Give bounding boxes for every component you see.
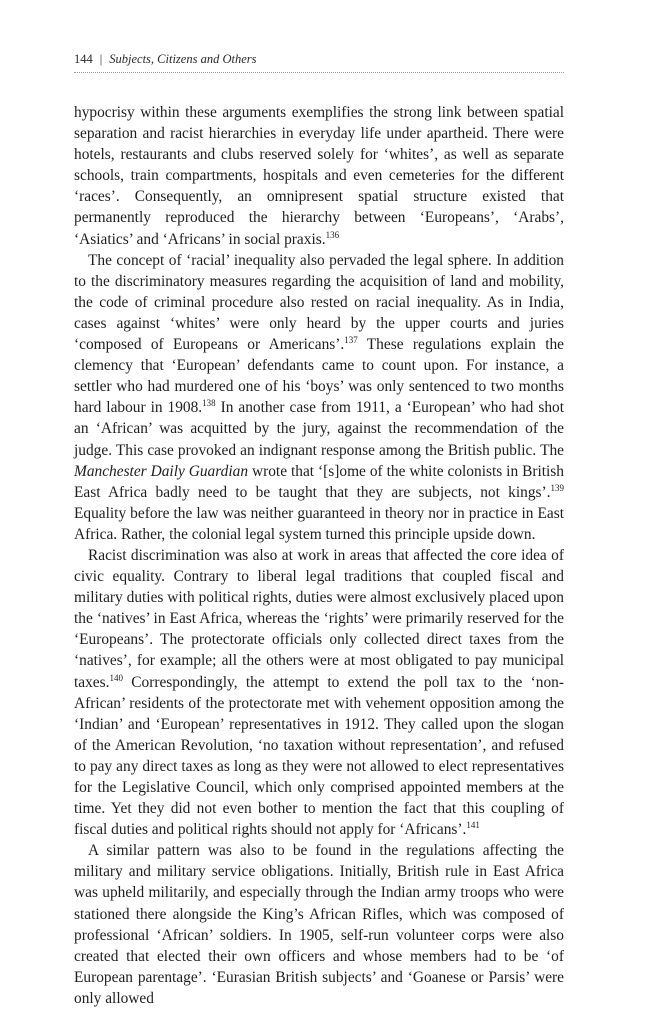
paragraph-text: These regulations explain the clemency that ‘European’ defendants came to count upon. For instance, a settler who had murdered one of his ‘boys’ was only sentenced to two months hard labour in 1908. — [74, 336, 564, 417]
footnote-ref-139[interactable]: 139 — [550, 482, 564, 493]
header-rule — [74, 72, 564, 73]
paragraph-3 — [74, 545, 564, 840]
paragraph-text: Equality before the law was neither guaranteed in theory nor in practice in East Africa. Rather, the colonial legal system turned this principle upside down. — [74, 504, 564, 543]
footnote-ref-138[interactable]: 138 — [202, 398, 216, 409]
paragraph-text: The concept of ‘racial’ inequality also pervaded the legal sphere. In addition to the discriminatory measures regarding the acquisition of land and mobility, the code of criminal procedure also rested on racial inequality. As in India, cases against ‘whites’ were only heard by the upper courts and juries ‘composed of Europeans or Americans’. — [74, 251, 564, 354]
paragraph-text: A similar pattern was also to be found in the regulations affecting the military and military service obligations. Initially, British rule in East Africa was upheld militarily, and especially through the Indian army troops who were stationed there alongside the King’s African Rifles, which was composed of professional ‘African’ soldiers. In 1905, self-run volunteer corps were also created that elected their own officers and whose members had to be ‘of European parentage’. ‘Eurasian British subjects’ and ‘Goanese or Parsis’ were only allowed — [74, 842, 564, 1007]
header-separator: | — [99, 52, 103, 66]
newspaper-title: Manchester Daily Guardian — [74, 462, 249, 480]
book-title: Subjects, Citizens and Others — [109, 52, 257, 66]
footnote-ref-136[interactable]: 136 — [325, 229, 340, 240]
paragraph-1 — [74, 102, 564, 250]
paragraph-text: Racist discrimination was also at work in areas that affected the core idea of civic equality. Contrary to liberal legal traditions that coupled fiscal and military duties with political rights, duties were almost exclusively placed upon the ‘natives’ in East Africa, whereas the ‘rights’ were primarily reserved for the ‘Europeans’. The protectorate officials only collected direct taxes from the ‘natives’, for example; all the others were at most obligated to pay municipal taxes. — [74, 546, 564, 691]
footnote-ref-141[interactable]: 141 — [466, 820, 480, 831]
page-number: 144 — [74, 52, 93, 66]
paragraph-text: hypocrisy within these arguments exemplifies the strong link between spatial separation and racist hierarchies in everyday life under apartheid. There were hotels, restaurants and clubs reserved solely for ‘whites’, as well as separate schools, train compartments, hospitals and even cemeteries for the different ‘races’. Consequently, an omnipresent spatial structure existed that permanently reproduced the hierarchy between ‘Europeans’, ‘Arabs’, ‘Asiatics’ and ‘Africans’ in social praxis. — [74, 104, 564, 248]
paragraph-text: Correspondingly, the attempt to extend the poll tax to the ‘non-African’ residents of the protectorate met with vehement opposition among the ‘Indian’ and ‘European’ representatives in 1912. They called upon the slogan of the American Revolution, ‘no taxation without representation’, and refused to pay any direct taxes as long as they were not allowed to elect representatives for the Legislative Council, which only comprised appointed members at the time. Yet they did not even bother to mention the fact that this coupling of fiscal duties and political rights should not apply for ‘Africans’. — [74, 673, 564, 839]
paragraph-text: In another case from 1911, a ‘European’ who had shot an ‘African’ was acquitted by the jury, against the recommendation of the judge. This case provoked an indignant response among the British public. The — [74, 399, 564, 459]
body-text — [74, 102, 564, 1009]
paragraph-2 — [74, 250, 564, 545]
footnote-ref-137[interactable]: 137 — [344, 335, 358, 346]
paragraph-text: wrote that ‘[s]ome of the white colonists in British East Africa badly need to be taught that they are subjects, not kings’. — [74, 462, 564, 501]
paragraph-4 — [74, 840, 564, 1009]
footnote-ref-140[interactable]: 140 — [109, 672, 123, 683]
running-head — [74, 51, 564, 67]
